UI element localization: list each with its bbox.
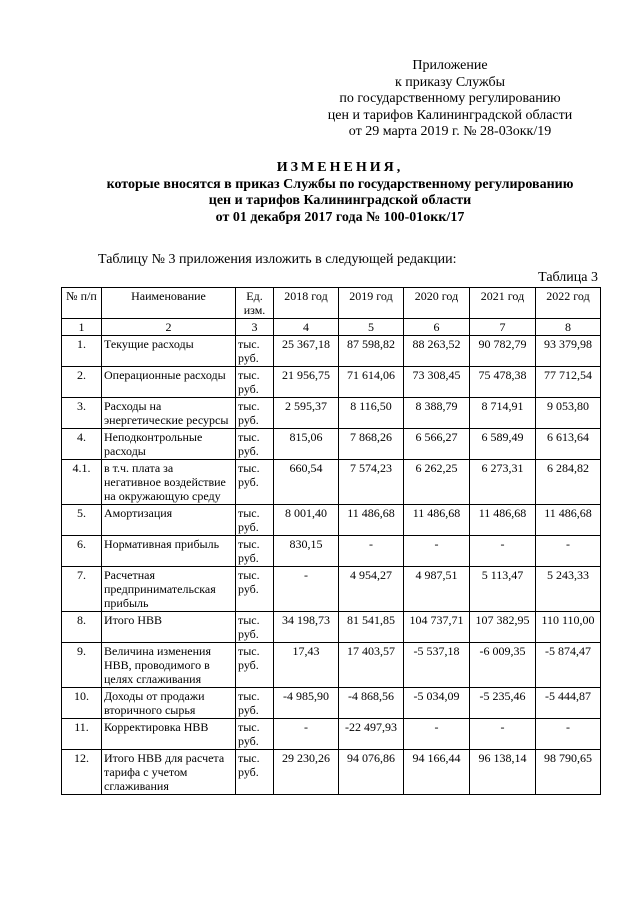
row-value: 8 116,50 [339,398,404,429]
row-value: 96 138,14 [470,750,536,795]
row-value: 8 714,91 [470,398,536,429]
header-year: 2021 год [470,288,536,319]
row-value: -5 444,87 [536,688,601,719]
document-title: ИЗМЕНЕНИЯ, [276,160,404,175]
row-name: Расчетная предпринимательская прибыль [102,567,236,612]
table-row [62,336,601,367]
row-value: -5 874,47 [536,643,601,688]
row-unit: тыс. руб. [236,336,274,367]
row-value: 75 478,38 [470,367,536,398]
row-value: 77 712,54 [536,367,601,398]
row-value: - [404,536,470,567]
column-number: 4 [274,319,339,336]
table-row [62,429,601,460]
row-value: 11 486,68 [536,505,601,536]
table-label: Таблица 3 [538,270,598,285]
row-value: - [339,536,404,567]
header-year: 2019 год [339,288,404,319]
column-number: 6 [404,319,470,336]
row-number: 4.1. [62,460,102,505]
row-value: - [404,719,470,750]
row-unit: тыс. руб. [236,505,274,536]
row-value: -5 537,18 [404,643,470,688]
table-row [62,536,601,567]
row-number: 8. [62,612,102,643]
row-value: 4 954,27 [339,567,404,612]
row-name: Операционные расходы [102,367,236,398]
row-value: - [536,719,601,750]
row-value: 9 053,80 [536,398,601,429]
row-number: 12. [62,750,102,795]
row-value: 8 388,79 [404,398,470,429]
row-name: Итого НВВ для расчета тарифа с учетом сглаживания [102,750,236,795]
intro-text: Таблицу № 3 приложения изложить в следующей редакции: [98,252,457,267]
column-number: 5 [339,319,404,336]
table-row [62,688,601,719]
header-unit: Ед. изм. [236,288,274,319]
row-value: 25 367,18 [274,336,339,367]
row-number: 1. [62,336,102,367]
row-number: 3. [62,398,102,429]
row-value: 17,43 [274,643,339,688]
row-name: Текущие расходы [102,336,236,367]
table-row [62,750,601,795]
row-name: Итого НВВ [102,612,236,643]
heading-line: которые вносятся в приказ Службы по государственному регулированию [106,176,574,192]
row-number: 10. [62,688,102,719]
row-value: - [274,719,339,750]
row-unit: тыс. руб. [236,398,274,429]
row-value: 11 486,68 [404,505,470,536]
column-number: 2 [102,319,236,336]
row-value: 5 113,47 [470,567,536,612]
row-value: 34 198,73 [274,612,339,643]
row-value: 5 243,33 [536,567,601,612]
row-value: -6 009,35 [470,643,536,688]
row-value: -22 497,93 [339,719,404,750]
row-value: 6 566,27 [404,429,470,460]
row-name: Корректировка НВВ [102,719,236,750]
appendix-line: цен и тарифов Калининградской области [327,107,573,123]
row-value: 6 262,25 [404,460,470,505]
row-value: 815,06 [274,429,339,460]
row-value: 88 263,52 [404,336,470,367]
appendix-line: по государственному регулированию [339,91,561,106]
row-value: 94 076,86 [339,750,404,795]
row-value: 8 001,40 [274,505,339,536]
row-unit: тыс. руб. [236,536,274,567]
row-value: 6 613,64 [536,429,601,460]
heading-line: от 01 декабря 2017 года № 100-01окк/17 [215,209,465,225]
column-number-row [62,319,601,336]
row-unit: тыс. руб. [236,750,274,795]
row-value: - [536,536,601,567]
row-number: 2. [62,367,102,398]
header-name: Наименование [102,288,236,319]
row-name: Доходы от продажи вторичного сырья [102,688,236,719]
column-number: 1 [62,319,102,336]
row-value: 6 273,31 [470,460,536,505]
row-value: 87 598,82 [339,336,404,367]
header-year: 2022 год [536,288,601,319]
row-value: 4 987,51 [404,567,470,612]
row-value: -5 034,09 [404,688,470,719]
table-row [62,367,601,398]
header-num: № п/п [62,288,102,319]
row-number: 7. [62,567,102,612]
header-year: 2018 год [274,288,339,319]
row-value: 98 790,65 [536,750,601,795]
row-value: 17 403,57 [339,643,404,688]
row-name: Амортизация [102,505,236,536]
row-value: 90 782,79 [470,336,536,367]
row-name: Расходы на энергетические ресурсы [102,398,236,429]
row-value: -5 235,46 [470,688,536,719]
row-value: 73 308,45 [404,367,470,398]
table-row [62,612,601,643]
column-number: 7 [470,319,536,336]
tariff-table [61,287,601,795]
row-value: -4 868,56 [339,688,404,719]
row-value: 7 868,26 [339,429,404,460]
column-number: 8 [536,319,601,336]
table-row [62,505,601,536]
row-value: 93 379,98 [536,336,601,367]
row-value: 29 230,26 [274,750,339,795]
column-number: 3 [236,319,274,336]
appendix-line: от 29 марта 2019 г. № 28-03окк/19 [348,124,552,139]
appendix-line: к приказу Службы [395,74,505,90]
heading-line: цен и тарифов Калининградской области [208,193,472,208]
row-value: - [274,567,339,612]
row-number: 11. [62,719,102,750]
row-unit: тыс. руб. [236,643,274,688]
row-value: 2 595,37 [274,398,339,429]
row-value: -4 985,90 [274,688,339,719]
row-value: 11 486,68 [339,505,404,536]
row-value: 660,54 [274,460,339,505]
row-unit: тыс. руб. [236,612,274,643]
row-value: 7 574,23 [339,460,404,505]
table-header-row [62,288,601,319]
row-unit: тыс. руб. [236,719,274,750]
row-unit: тыс. руб. [236,567,274,612]
row-name: в т.ч. плата за негативное воздействие на окружающую среду [102,460,236,505]
row-value: 110 110,00 [536,612,601,643]
row-number: 5. [62,505,102,536]
row-value: 6 284,82 [536,460,601,505]
table-row [62,643,601,688]
row-unit: тыс. руб. [236,460,274,505]
row-name: Нормативная прибыль [102,536,236,567]
row-value: 21 956,75 [274,367,339,398]
row-name: Величина изменения НВВ, проводимого в целях сглаживания [102,643,236,688]
row-number: 9. [62,643,102,688]
row-number: 6. [62,536,102,567]
row-value: 11 486,68 [470,505,536,536]
row-value: 107 382,95 [470,612,536,643]
table-row [62,398,601,429]
row-value: 6 589,49 [470,429,536,460]
row-name: Неподконтрольные расходы [102,429,236,460]
row-value: - [470,719,536,750]
appendix-line: Приложение [412,58,488,73]
table-row [62,567,601,612]
appendix-block [300,58,600,141]
row-unit: тыс. руб. [236,429,274,460]
row-value: 94 166,44 [404,750,470,795]
row-value: 71 614,06 [339,367,404,398]
table-row [62,460,601,505]
header-year: 2020 год [404,288,470,319]
row-value: - [470,536,536,567]
row-value: 830,15 [274,536,339,567]
row-value: 104 737,71 [404,612,470,643]
row-unit: тыс. руб. [236,688,274,719]
document-heading [40,160,640,226]
row-number: 4. [62,429,102,460]
row-value: 81 541,85 [339,612,404,643]
table-row [62,719,601,750]
row-unit: тыс. руб. [236,367,274,398]
